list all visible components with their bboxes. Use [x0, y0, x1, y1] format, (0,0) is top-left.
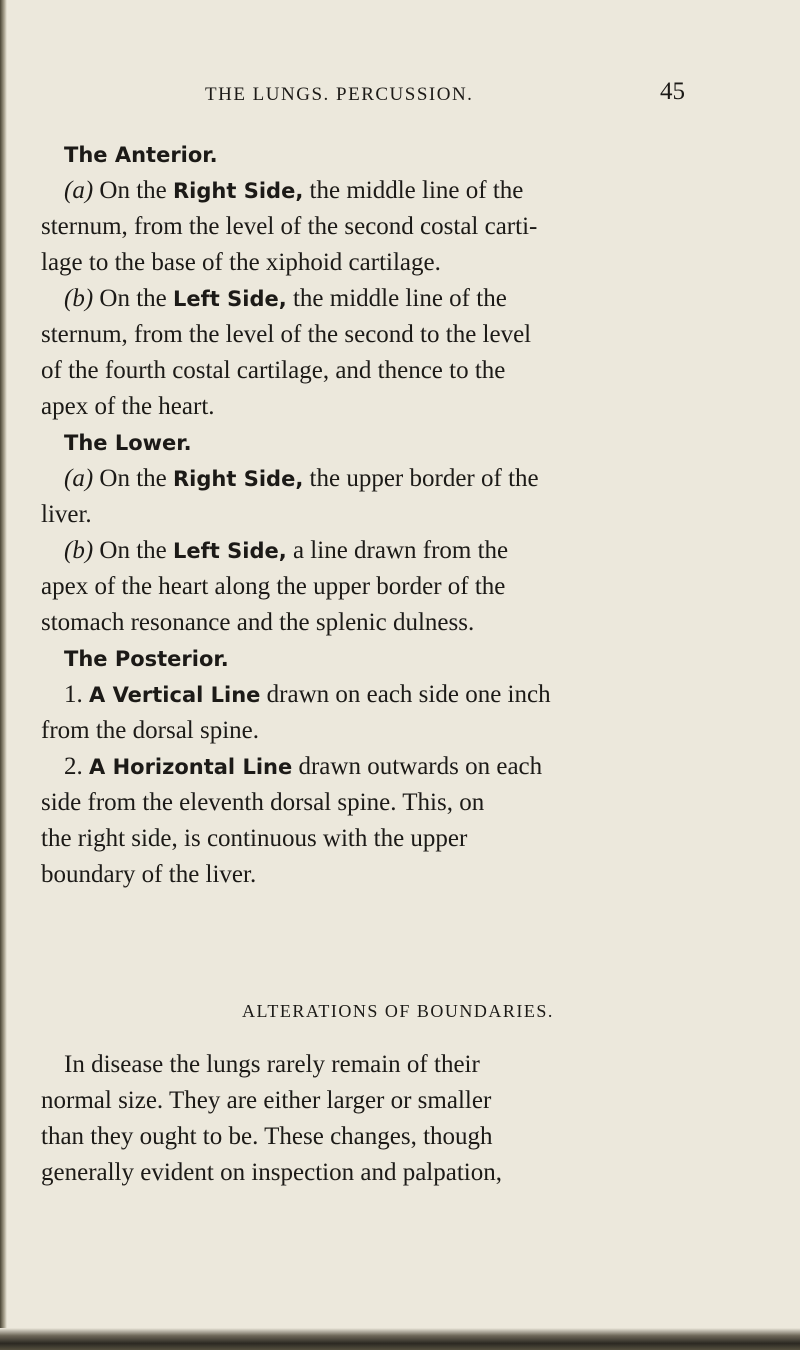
alterations-line-4: generally evident on inspection and palpation, [41, 1159, 502, 1186]
item-text: a line drawn from the [292, 537, 509, 564]
item-label: (b) [64, 537, 94, 564]
section-heading-alterations: ALTERATIONS OF BOUNDARIES. [242, 1001, 554, 1021]
lower-a-line-2: liver. [41, 501, 92, 528]
alterations-line-3: than they ought to be. These changes, though [41, 1123, 493, 1150]
item-prefix: On the [99, 285, 167, 312]
side-label: Right Side, [173, 467, 304, 491]
posterior-2-line-3: the right side, is continuous with the upper [41, 825, 468, 852]
heading-lower: The Lower. [64, 431, 192, 455]
page-edge-shadow [0, 0, 7, 1350]
lower-b-line-2: apex of the heart along the upper border of the [41, 573, 506, 600]
page-number: 45 [660, 78, 685, 105]
item-label: (a) [64, 465, 94, 492]
side-label: Left Side, [173, 539, 287, 563]
heading-posterior: The Posterior. [64, 647, 229, 671]
item-number: 2. [64, 753, 83, 780]
alterations-line-2: normal size. They are either larger or smaller [41, 1087, 492, 1114]
anterior-a-line-2: sternum, from the level of the second costal carti- [41, 213, 538, 240]
item-text: the middle line of the [309, 177, 524, 204]
anterior-b-line-2: sternum, from the level of the second to the level [41, 321, 532, 348]
posterior-2-line-2: side from the eleventh dorsal spine. This, on [41, 789, 485, 816]
lower-a-line-1 [64, 461, 539, 497]
alterations-line-1: In disease the lungs rarely remain of their [64, 1051, 480, 1078]
item-label: (a) [64, 177, 94, 204]
item-text: the upper border of the [309, 465, 539, 492]
posterior-2-line-4: boundary of the liver. [41, 861, 257, 888]
page-edge-bottom [0, 1328, 800, 1350]
posterior-1-line-2: from the dorsal spine. [41, 717, 260, 744]
anterior-b-line-3: of the fourth costal cartilage, and thence to the [41, 357, 506, 384]
item-text: drawn outwards on each [298, 753, 543, 780]
item-text: drawn on each side one inch [266, 681, 551, 708]
anterior-a-line-3: lage to the base of the xiphoid cartilage. [41, 249, 441, 276]
item-number: 1. [64, 681, 83, 708]
line-label: A Horizontal Line [89, 755, 293, 779]
posterior-2-line-1 [64, 749, 542, 785]
line-label: A Vertical Line [89, 683, 261, 707]
side-label: Right Side, [173, 179, 304, 203]
anterior-b-line-1 [64, 281, 507, 317]
lower-b-line-1 [64, 533, 508, 569]
heading-anterior: The Anterior. [64, 143, 218, 167]
lower-b-line-3: stomach resonance and the splenic dulness. [41, 609, 475, 636]
item-prefix: On the [99, 537, 167, 564]
item-label: (b) [64, 285, 94, 312]
item-prefix: On the [99, 465, 167, 492]
side-label: Left Side, [173, 287, 287, 311]
item-text: the middle line of the [292, 285, 507, 312]
item-prefix: On the [99, 177, 167, 204]
running-head: THE LUNGS. PERCUSSION. [205, 84, 474, 105]
posterior-1-line-1 [64, 677, 551, 713]
anterior-b-line-4: apex of the heart. [41, 393, 215, 420]
anterior-a-line-1 [64, 173, 523, 209]
